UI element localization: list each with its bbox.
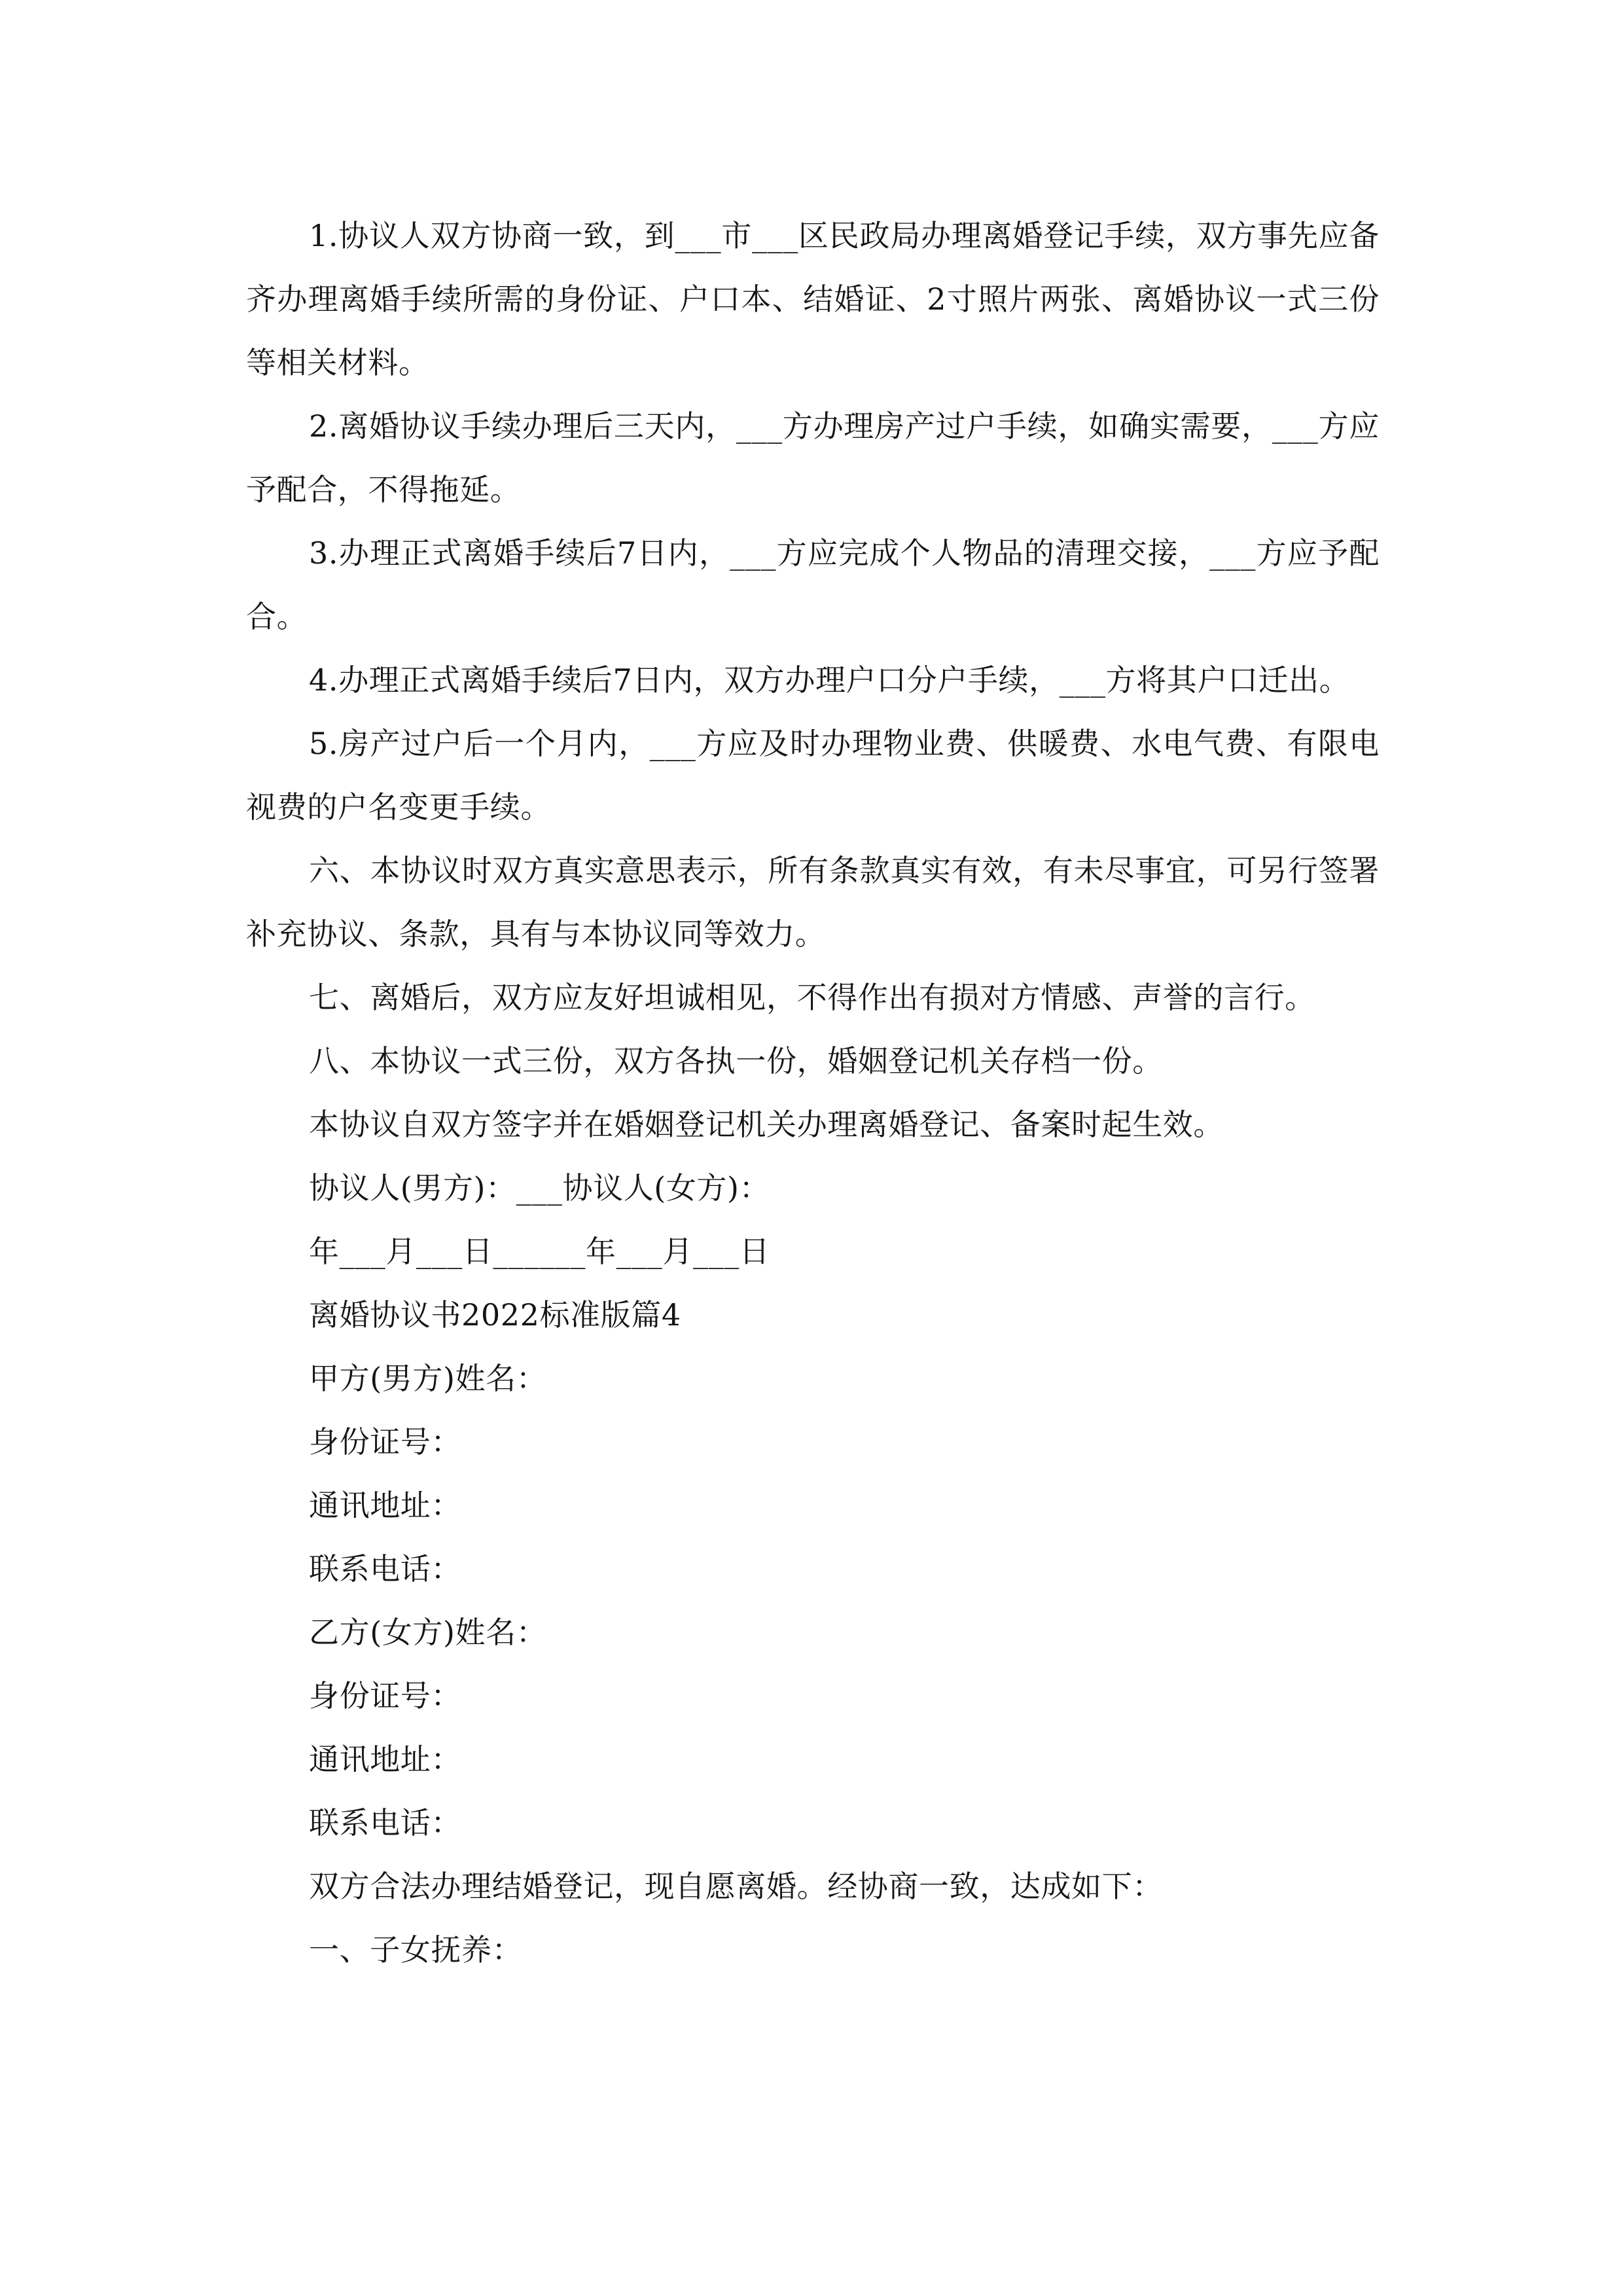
party-b-phone-label: 联系电话： xyxy=(309,1805,461,1840)
section-8-line: 八、本协议一式三份，双方各执一份，婚姻登记机关存档一份。 xyxy=(309,1043,1163,1079)
clause-1-paragraph: 1.协议人双方协商一致，到___市___区民政局办理离婚登记手续，双方事先应备齐办理离婚手续所需的身份证、户口本、结婚证、2寸照片两张、离婚协议一式三份等相关材料。 xyxy=(246,218,1380,380)
section-6-paragraph: 六、本协议时双方真实意思表示，所有条款真实有效，有未尽事宜，可另行签署补充协议、条款，具有与本协议同等效力。 xyxy=(246,853,1380,952)
signature-line: 协议人(男方)：___协议人(女方)： xyxy=(309,1170,770,1206)
clause-3-paragraph: 3.办理正式离婚手续后7日内，___方应完成个人物品的清理交接，___方应予配合。 xyxy=(246,535,1380,634)
party-a-id-label: 身份证号： xyxy=(309,1424,461,1460)
clause-5-paragraph: 5.房产过户后一个月内，___方应及时办理物业费、供暖费、水电气费、有限电视费的户名变更手续。 xyxy=(246,726,1380,825)
party-a-address-label: 通讯地址： xyxy=(309,1488,461,1523)
section-heading: 离婚协议书2022标准版篇4 xyxy=(309,1297,681,1333)
party-b-id-label: 身份证号： xyxy=(309,1678,461,1713)
party-b-name-label: 乙方(女方)姓名： xyxy=(309,1615,547,1650)
agreement-intro-line: 双方合法办理结婚登记，现自愿离婚。经协商一致，达成如下： xyxy=(309,1869,1163,1904)
party-a-phone-label: 联系电话： xyxy=(309,1551,461,1587)
party-a-name-label: 甲方(男方)姓名： xyxy=(309,1361,547,1396)
party-b-address-label: 通讯地址： xyxy=(309,1742,461,1777)
effective-clause-line: 本协议自双方签字并在婚姻登记机关办理离婚登记、备案时起生效。 xyxy=(309,1107,1224,1142)
clause-2-paragraph: 2.离婚协议手续办理后三天内，___方办理房产过户手续，如确实需要，___方应予配合，不得拖延。 xyxy=(246,408,1380,507)
clause-4-paragraph: 4.办理正式离婚手续后7日内，双方办理户口分户手续，___方将其户口迁出。 xyxy=(309,662,1350,698)
document-page xyxy=(246,204,1380,1982)
section-7-line: 七、离婚后，双方应友好坦诚相见，不得作出有损对方情感、声誉的言行。 xyxy=(309,980,1315,1015)
child-support-heading: 一、子女抚养： xyxy=(309,1932,523,1967)
date-line: 年___月___日______年___月___日 xyxy=(309,1234,770,1269)
